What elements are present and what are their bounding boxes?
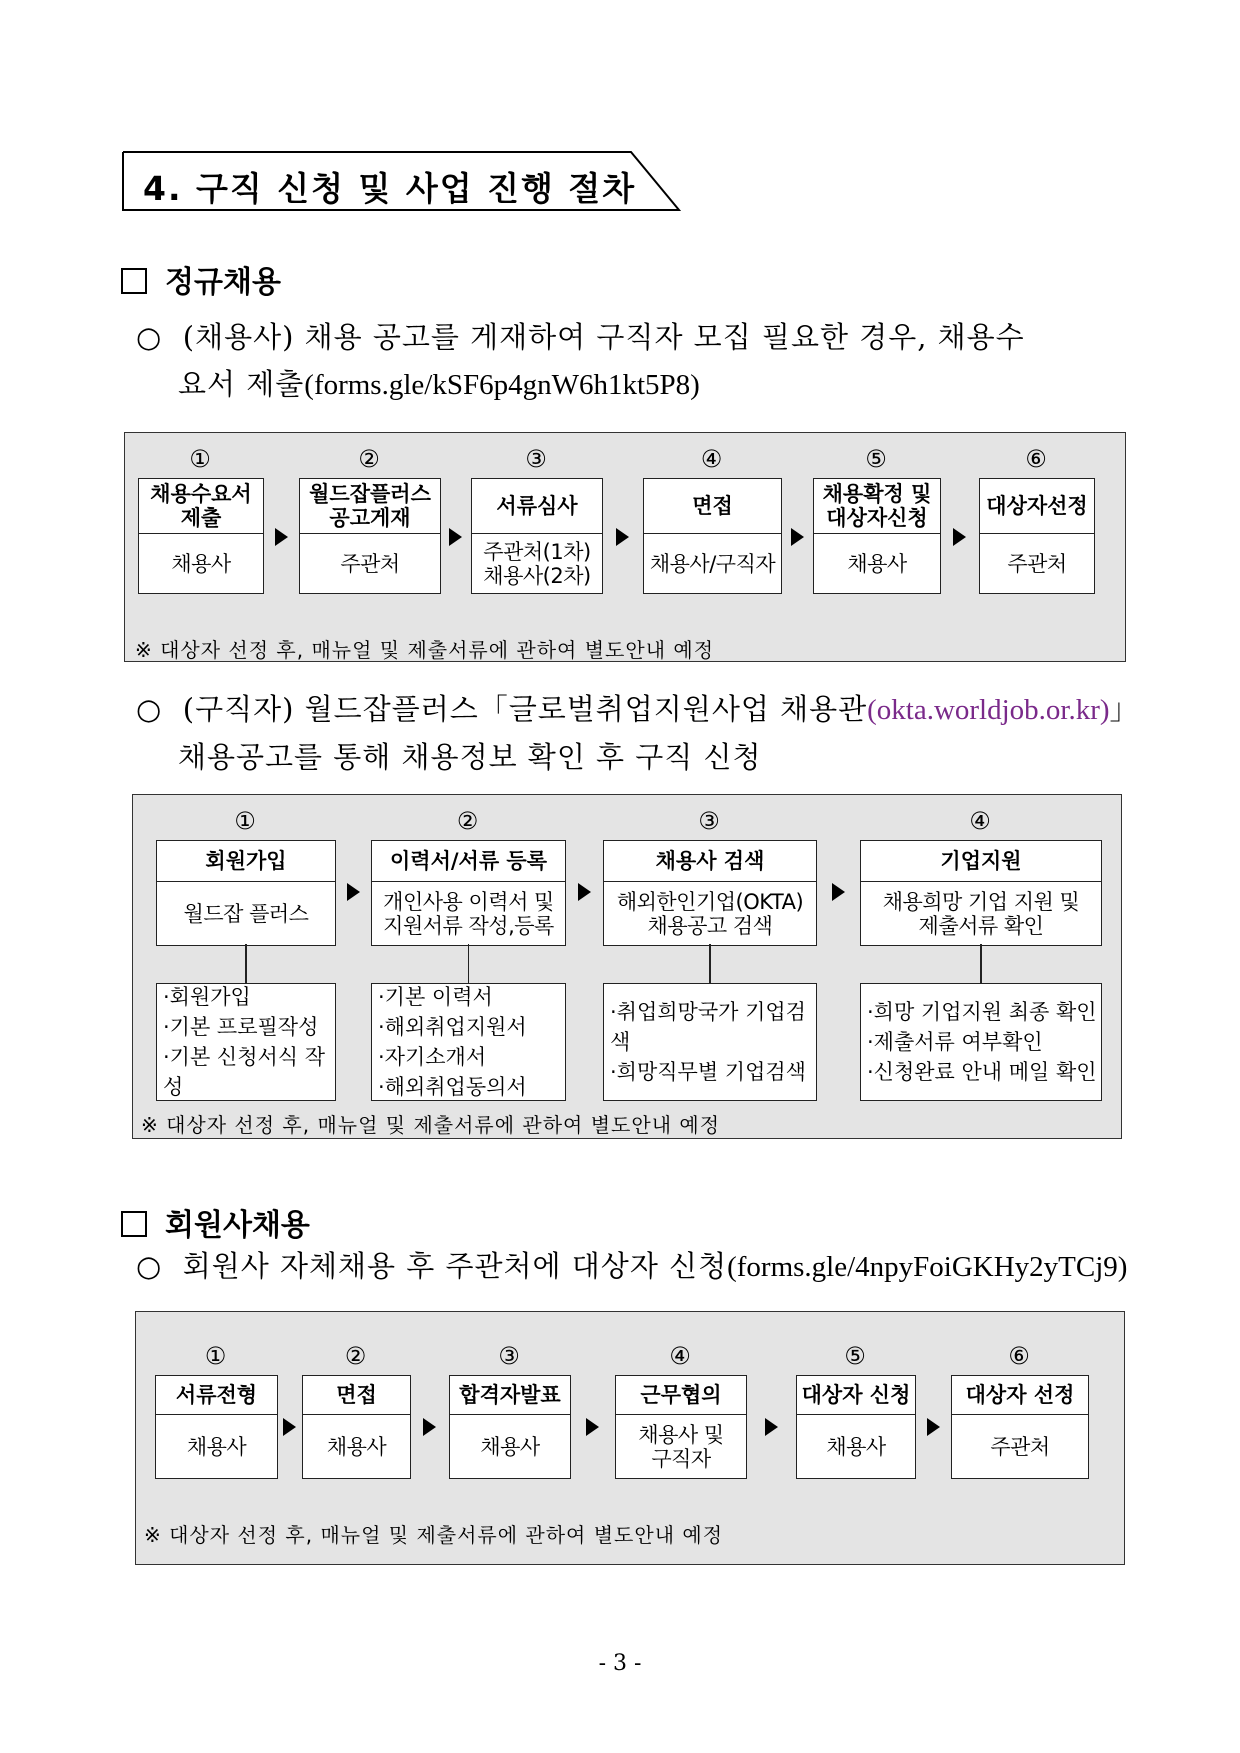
detail-item: ·해외취업지원서 xyxy=(378,1015,527,1039)
step-title: 채용사 검색 xyxy=(604,841,816,882)
step-number: ② xyxy=(456,807,479,835)
step-actor: 월드잡 플러스 xyxy=(183,902,309,926)
detail-item: ·취업희망국가 기업검색 xyxy=(610,1000,806,1054)
step-actor: 해외한인기업(OKTA) 채용공고 검색 xyxy=(616,890,804,938)
detail-item: ·기본 이력서 xyxy=(378,985,493,1009)
step-title: 대상자 신청 xyxy=(797,1376,915,1415)
step-actor: 주관처 xyxy=(340,552,400,576)
step-number: ① xyxy=(204,1342,227,1370)
detail-item: ·회원가입 xyxy=(163,985,251,1009)
employer-note: ※ 대상자 선정 후, 매뉴얼 및 제출서류에 관하여 별도안내 예정 xyxy=(135,638,715,662)
seeker-paragraph xyxy=(136,686,1146,781)
step-actor: 채용사 및 구직자 xyxy=(638,1423,724,1471)
step-title: 회원가입 xyxy=(157,841,335,882)
process-step xyxy=(796,1375,916,1479)
step-actor: 채용사 xyxy=(847,552,907,576)
step-title: 면접 xyxy=(303,1376,410,1415)
process-step xyxy=(371,840,566,946)
section-title: 4. 구직 신청 및 사업 진행 절차 xyxy=(143,169,637,208)
step-number: ⑤ xyxy=(844,1342,866,1370)
subheading-regular-text: 정규채용 xyxy=(165,265,281,300)
process-step xyxy=(299,478,441,594)
seeker-line1-end: 」 xyxy=(1109,692,1140,726)
process-step xyxy=(302,1375,411,1479)
arrow-right-icon xyxy=(578,883,591,901)
member-paragraph xyxy=(136,1243,1146,1291)
employer-line2: 요서 제출 xyxy=(178,367,305,401)
subheading-member-text: 회원사채용 xyxy=(165,1208,310,1243)
detail-item: ·신청완료 안내 메일 확인 xyxy=(867,1060,1097,1084)
detail-item: ·기본 프로필작성 xyxy=(163,1015,319,1039)
bullet: ○ xyxy=(136,1249,163,1283)
step-title: 서류심사 xyxy=(472,479,602,534)
step-number: ⑥ xyxy=(1008,1342,1030,1370)
step-title: 합격자발표 xyxy=(450,1376,570,1415)
member-line1: 회원사 자체채용 후 주관처에 대상자 신청 xyxy=(182,1249,728,1283)
step-actor: 채용희망 기업 지원 및 제출서류 확인 xyxy=(882,890,1080,938)
step-title: 면접 xyxy=(644,479,781,534)
step-actor: 채용사/구직자 xyxy=(649,552,776,576)
detail-item: ·자기소개서 xyxy=(378,1045,487,1069)
section-title-tab xyxy=(121,150,681,212)
arrow-right-icon xyxy=(347,883,360,901)
step-actor: 주관처(1차) 채용사(2차) xyxy=(483,540,591,588)
process-step xyxy=(813,478,941,594)
arrow-right-icon xyxy=(283,1418,296,1436)
step-number: ⑤ xyxy=(865,445,887,473)
employer-line1: (채용사) 채용 공고를 게재하여 구직자 모집 필요한 경우, 채용수 xyxy=(182,320,1025,354)
connector-line xyxy=(245,944,247,983)
detail-item: ·기본 신청서식 작성 xyxy=(163,1045,326,1099)
step-details xyxy=(371,983,566,1101)
connector-line xyxy=(468,944,470,983)
step-title: 기업지원 xyxy=(861,841,1101,882)
process-step xyxy=(471,478,603,594)
employer-paragraph xyxy=(136,314,1146,409)
step-title: 서류전형 xyxy=(156,1376,277,1415)
page-number: - 3 - xyxy=(598,1651,642,1676)
process-step xyxy=(615,1375,747,1479)
step-actor: 채용사 xyxy=(326,1435,387,1459)
step-number: ① xyxy=(189,445,211,473)
arrow-right-icon xyxy=(275,528,288,546)
step-number: ② xyxy=(358,445,380,473)
arrow-right-icon xyxy=(423,1418,436,1436)
step-number: ⑥ xyxy=(1025,445,1047,473)
process-step xyxy=(860,840,1102,946)
step-details xyxy=(156,983,336,1101)
process-step xyxy=(643,478,782,594)
step-number: ③ xyxy=(525,445,547,473)
connector-line xyxy=(980,944,982,983)
seeker-note: ※ 대상자 선정 후, 매뉴얼 및 제출서류에 관하여 별도안내 예정 xyxy=(141,1113,721,1137)
arrow-right-icon xyxy=(765,1418,778,1436)
step-details xyxy=(860,983,1102,1101)
process-step xyxy=(979,478,1095,594)
step-title: 이력서/서류 등록 xyxy=(372,841,565,882)
subheading-regular xyxy=(121,257,281,301)
arrow-right-icon xyxy=(953,528,966,546)
step-number: ③ xyxy=(498,1342,520,1370)
arrow-right-icon xyxy=(449,528,462,546)
step-number: ③ xyxy=(698,807,720,835)
step-actor: 채용사 xyxy=(186,1435,247,1459)
step-title: 월드잡플러스 공고게재 xyxy=(300,479,440,534)
detail-item: ·희망직무별 기업검색 xyxy=(610,1060,806,1084)
arrow-right-icon xyxy=(586,1418,599,1436)
member-flow-box xyxy=(135,1311,1125,1565)
step-title: 대상자선정 xyxy=(980,479,1094,534)
arrow-right-icon xyxy=(927,1418,940,1436)
detail-item: ·희망 기업지원 최종 확인 xyxy=(867,1000,1097,1024)
member-note: ※ 대상자 선정 후, 매뉴얼 및 제출서류에 관하여 별도안내 예정 xyxy=(144,1523,724,1547)
seeker-line2: 채용공고를 통해 채용정보 확인 후 구직 신청 xyxy=(178,740,762,774)
seeker-flow-box xyxy=(132,794,1122,1139)
employer-flow-box xyxy=(124,432,1126,662)
step-details xyxy=(603,983,817,1101)
arrow-right-icon xyxy=(791,528,804,546)
process-step xyxy=(449,1375,571,1479)
process-step xyxy=(603,840,817,946)
detail-item: ·제출서류 여부확인 xyxy=(867,1030,1043,1054)
step-actor: 개인사용 이력서 및 지원서류 작성,등록 xyxy=(383,890,554,938)
employer-form-link[interactable]: (forms.gle/kSF6p4gnW6h1kt5P8) xyxy=(304,369,700,401)
subheading-member xyxy=(121,1200,310,1244)
connector-line xyxy=(709,944,711,983)
step-number: ② xyxy=(344,1342,367,1370)
process-step xyxy=(155,1375,278,1479)
arrow-right-icon xyxy=(832,883,845,901)
member-form-link[interactable]: (forms.gle/4npyFoiGKHy2yTCj9) xyxy=(727,1251,1128,1283)
okta-link[interactable]: (okta.worldjob.or.kr) xyxy=(867,694,1110,726)
step-actor: 채용사 xyxy=(171,552,231,576)
bullet: ○ xyxy=(136,320,163,354)
step-actor: 주관처 xyxy=(990,1435,1050,1459)
detail-item: ·해외취업동의서 xyxy=(378,1075,527,1099)
step-actor: 주관처 xyxy=(1007,552,1067,576)
process-step xyxy=(138,478,264,594)
step-number: ④ xyxy=(669,1342,691,1370)
step-actor: 채용사 xyxy=(826,1435,886,1459)
arrow-right-icon xyxy=(616,528,629,546)
bullet: ○ xyxy=(136,692,163,726)
step-title: 채용수요서 제출 xyxy=(139,479,263,534)
step-number: ① xyxy=(234,807,256,835)
step-actor: 채용사 xyxy=(480,1435,540,1459)
checkbox-square-icon xyxy=(121,268,147,294)
step-title: 근무협의 xyxy=(616,1376,746,1415)
step-number: ④ xyxy=(700,445,723,473)
checkbox-square-icon xyxy=(121,1211,147,1237)
step-title: 채용확정 및 대상자신청 xyxy=(814,479,940,534)
process-step xyxy=(156,840,336,946)
process-step xyxy=(951,1375,1089,1479)
step-number: ④ xyxy=(969,807,991,835)
step-title: 대상자 선정 xyxy=(952,1376,1088,1415)
seeker-line1: (구직자) 월드잡플러스「글로벌취업지원사업 채용관 xyxy=(182,692,868,726)
